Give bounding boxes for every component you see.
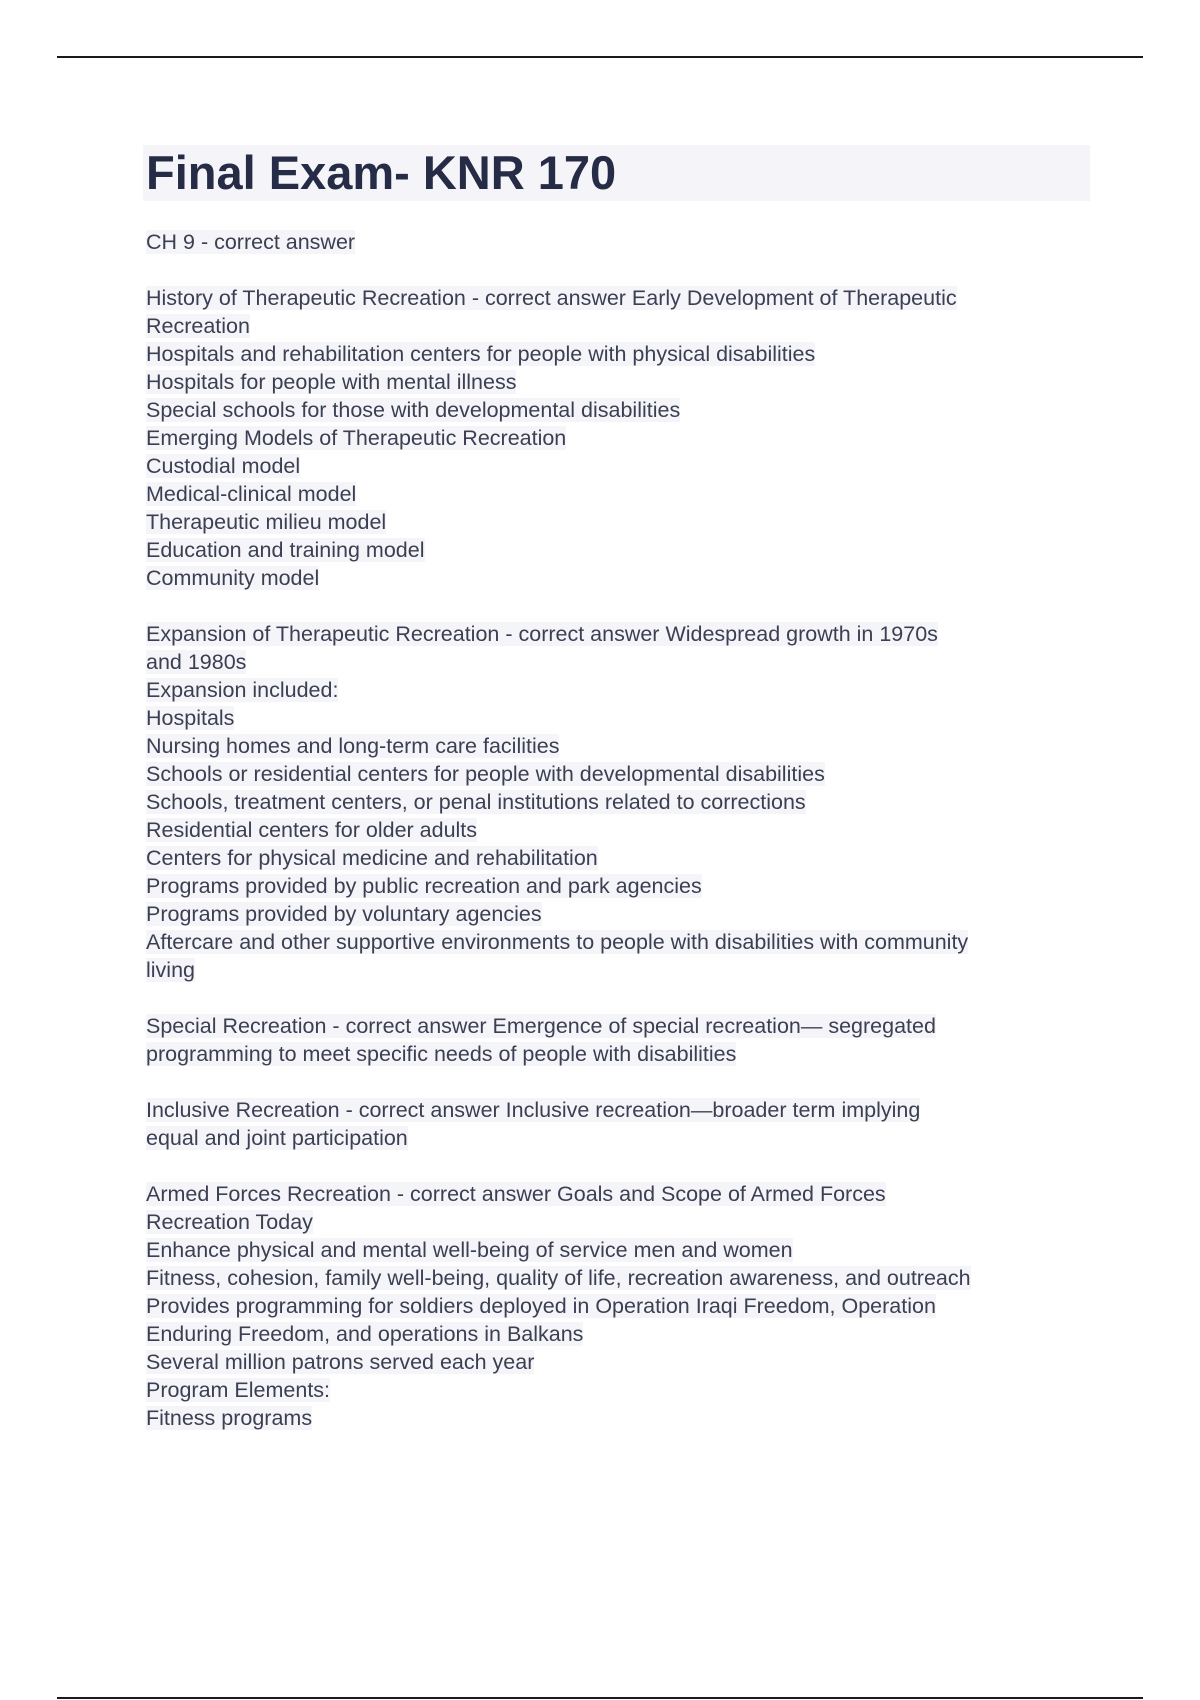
text-line [146,368,1086,396]
text-line [146,1376,1086,1404]
text-line [146,956,1086,984]
text-line [146,816,1086,844]
text-line-content: Centers for physical medicine and rehabilitation [146,846,598,870]
text-line-content: and 1980s [146,650,247,674]
bottom-rule [57,1697,1143,1699]
top-rule [57,56,1143,58]
text-line-content: Inclusive Recreation - correct answer Inclusive recreation—broader term implying [146,1098,921,1122]
document-body [146,228,1086,1460]
text-line-content: Schools or residential centers for people with developmental disabilities [146,762,825,786]
text-line-content: Expansion of Therapeutic Recreation - correct answer Widespread growth in 1970s [146,622,938,646]
text-line [146,452,1086,480]
text-line [146,1236,1086,1264]
text-line [146,480,1086,508]
text-line [146,732,1086,760]
text-line [146,1208,1086,1236]
text-line-content: Fitness programs [146,1406,313,1430]
text-block [146,1012,1086,1068]
text-line-content: Several million patrons served each year [146,1350,535,1374]
text-line-content: Recreation [146,314,250,338]
text-line-content: Armed Forces Recreation - correct answer Goals and Scope of Armed Forces [146,1182,886,1206]
text-line-content: Programs provided by public recreation and park agencies [146,874,702,898]
text-line-content: Hospitals and rehabilitation centers for people with physical disabilities [146,342,816,366]
text-line [146,1348,1086,1376]
text-line [146,900,1086,928]
text-line [146,508,1086,536]
text-line-content: Aftercare and other supportive environments to people with disabilities with community [146,930,969,954]
text-line [146,340,1086,368]
text-line [146,424,1086,452]
text-line [146,564,1086,592]
text-line [146,284,1086,312]
text-line-content: Enduring Freedom, and operations in Balkans [146,1322,584,1346]
text-block [146,284,1086,592]
text-line [146,1320,1086,1348]
text-line-content: Custodial model [146,454,301,478]
text-line-content: Enhance physical and mental well-being of service men and women [146,1238,793,1262]
text-line-content: Residential centers for older adults [146,818,478,842]
text-line [146,1012,1086,1040]
text-block [146,1180,1086,1432]
text-line [146,228,1086,256]
text-line-content: Special Recreation - correct answer Emergence of special recreation— segregated [146,1014,936,1038]
text-line-content: Special schools for those with developmental disabilities [146,398,681,422]
text-line-content: Hospitals [146,706,235,730]
text-line-content: Program Elements: [146,1378,331,1402]
text-block [146,620,1086,984]
text-line [146,1292,1086,1320]
text-line [146,1124,1086,1152]
text-line [146,788,1086,816]
text-line-content: Therapeutic milieu model [146,510,387,534]
text-line-content: living [146,958,195,982]
text-line [146,844,1086,872]
text-line [146,704,1086,732]
text-line [146,648,1086,676]
text-line-content: Emerging Models of Therapeutic Recreation [146,426,567,450]
text-line-content: programming to meet specific needs of people with disabilities [146,1042,737,1066]
text-line-content: Expansion included: [146,678,339,702]
text-line-content: Medical-clinical model [146,482,357,506]
text-line-content: equal and joint participation [146,1126,408,1150]
text-line-content: Community model [146,566,320,590]
text-line-content: Nursing homes and long-term care facilities [146,734,560,758]
page-title: Final Exam- KNR 170 [146,146,617,199]
text-line-content: Recreation Today [146,1210,313,1234]
text-line-content: Hospitals for people with mental illness [146,370,517,394]
text-line [146,1040,1086,1068]
text-line-content: CH 9 - correct answer [146,230,356,254]
text-line-content: Programs provided by voluntary agencies [146,902,542,926]
text-line [146,872,1086,900]
text-line [146,676,1086,704]
text-block [146,228,1086,256]
text-line [146,312,1086,340]
text-line [146,1404,1086,1432]
text-line-content: Schools, treatment centers, or penal institutions related to corrections [146,790,806,814]
text-line [146,1180,1086,1208]
text-block [146,1096,1086,1152]
text-line [146,536,1086,564]
text-line [146,760,1086,788]
text-line-content: History of Therapeutic Recreation - correct answer Early Development of Therapeutic [146,286,957,310]
text-line-content: Fitness, cohesion, family well-being, quality of life, recreation awareness, and outreach [146,1266,971,1290]
text-line-content: Provides programming for soldiers deployed in Operation Iraqi Freedom, Operation [146,1294,936,1318]
text-line [146,620,1086,648]
text-line [146,1264,1086,1292]
text-line [146,396,1086,424]
text-line [146,928,1086,956]
text-line-content: Education and training model [146,538,425,562]
text-line [146,1096,1086,1124]
